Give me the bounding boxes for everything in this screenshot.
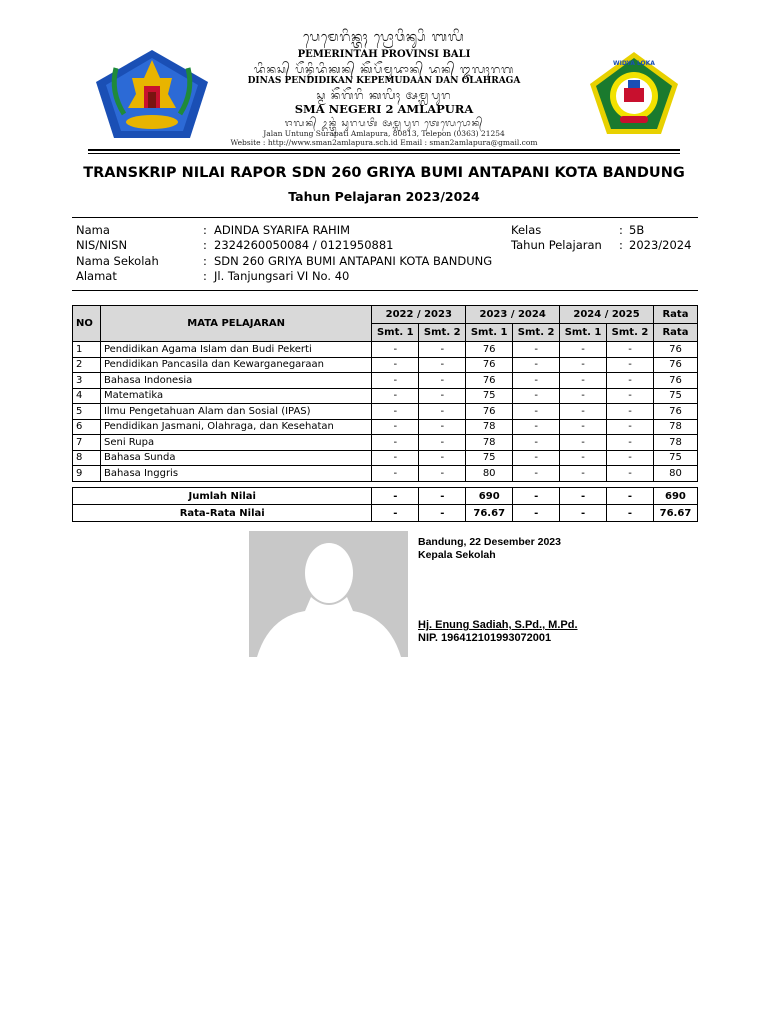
grade-cell: -	[419, 450, 466, 466]
row-number: 7	[73, 435, 101, 451]
table-row	[73, 450, 698, 466]
table-row	[73, 404, 698, 420]
grade-cell: -	[372, 466, 419, 482]
grade-cell: -	[560, 342, 607, 358]
school-value: SDN 260 GRIYA BUMI ANTAPANI KOTA BANDUNG	[214, 254, 493, 268]
balinese-script-line-2: ᬤᬶᬦᬲ᭄ ᬧᭂᬦ᭄ᬤᬶᬤᬶᬓᬦ᭄ ᬓᭂᬧᭂᬫᬸᬤᬵᬦ᭄ ᬤᬦ᭄ ᬑᬮᬄᬭᬕ	[253, 63, 515, 76]
total-cell: -	[419, 488, 466, 505]
grade-cell: -	[372, 404, 419, 420]
grade-cell: 80	[466, 466, 513, 482]
header-rata: Rata	[653, 324, 697, 342]
grade-cell: -	[372, 357, 419, 373]
average-cell: -	[560, 505, 607, 522]
label-nis: NIS/NISN	[76, 238, 128, 252]
total-cell: -	[513, 488, 560, 505]
average-row	[73, 505, 698, 522]
header-rata: Rata	[653, 306, 697, 324]
average-cell: -	[372, 505, 419, 522]
grade-cell: -	[419, 342, 466, 358]
row-number: 6	[73, 419, 101, 435]
header-sem: Smt. 2	[419, 324, 466, 342]
header-year: 2024 / 2025	[560, 306, 654, 324]
total-cell: 690	[653, 488, 697, 505]
colon: :	[619, 223, 623, 237]
subject-name: Ilmu Pengetahuan Alam dan Sosial (IPAS)	[100, 404, 371, 420]
student-nis: 2324260050084 / 0121950881	[214, 238, 394, 252]
average-cell: -	[513, 505, 560, 522]
subject-name: Pendidikan Agama Islam dan Budi Pekerti	[100, 342, 371, 358]
grade-cell: -	[607, 373, 654, 389]
grade-cell: -	[607, 388, 654, 404]
average-label: Rata-Rata Nilai	[73, 505, 372, 522]
grades-table	[72, 305, 698, 482]
summary-table	[72, 487, 698, 522]
average-cell: 80	[653, 466, 697, 482]
grade-cell: -	[513, 357, 560, 373]
average-cell: -	[419, 505, 466, 522]
header-subject: MATA PELAJARAN	[100, 306, 371, 342]
grade-cell: -	[513, 450, 560, 466]
province-name: PEMERINTAH PROVINSI BALI	[297, 49, 471, 60]
grade-cell: -	[419, 404, 466, 420]
grade-cell: -	[372, 419, 419, 435]
grade-cell: -	[607, 404, 654, 420]
grade-cell: -	[513, 342, 560, 358]
student-name: ADINDA SYARIFA RAHIM	[214, 223, 351, 237]
class-value: 5B	[629, 223, 645, 237]
header-sem: Smt. 1	[466, 324, 513, 342]
year-value: 2023/2024	[629, 238, 692, 252]
label-kelas: Kelas	[511, 223, 542, 237]
grade-cell: 78	[466, 435, 513, 451]
row-number: 4	[73, 388, 101, 404]
grade-cell: -	[372, 373, 419, 389]
row-number: 5	[73, 404, 101, 420]
document-title: TRANSKRIP NILAI RAPOR SDN 260 GRIYA BUMI ANTAPANI KOTA BANDUNG	[83, 165, 685, 181]
average-cell: 76.67	[653, 505, 697, 522]
grade-cell: -	[607, 342, 654, 358]
balinese-script-line-1: ᬧᬾᬫᬾᬭᬶᬦ᭄ᬢᬄ ᬧ᭄ᬭᭀᬯᬶᬦ᭄ᬲᬶ ᬩᬮᬶ	[303, 30, 465, 45]
school-website: Website : http://www.sman2amlapura.sch.id Email : sman2amlapura@gmail.com	[230, 138, 538, 147]
grade-cell: -	[419, 435, 466, 451]
grade-cell: -	[607, 435, 654, 451]
balinese-script-line-3: ᬲ᭄ᬫ ᬦᭂᬕᭂᬭᬶ ᬓᬮᬶᬄ ᬅᬫ᭄ᬮᬧᬸᬭ	[316, 89, 452, 102]
table-row	[73, 357, 698, 373]
average-cell: 78	[653, 435, 697, 451]
grade-cell: -	[513, 404, 560, 420]
grade-cell: -	[607, 419, 654, 435]
grade-cell: -	[607, 466, 654, 482]
grade-cell: -	[419, 419, 466, 435]
total-row	[73, 488, 698, 505]
grade-cell: -	[513, 373, 560, 389]
colon: :	[203, 269, 207, 283]
row-number: 3	[73, 373, 101, 389]
label-alamat: Alamat	[76, 269, 117, 283]
grade-cell: -	[513, 466, 560, 482]
grade-cell: -	[372, 388, 419, 404]
grade-cell: -	[560, 435, 607, 451]
signature-name: Hj. Enung Sadiah, S.Pd., M.Pd.	[418, 619, 578, 631]
grade-cell: -	[419, 388, 466, 404]
header-year: 2023 / 2024	[466, 306, 560, 324]
colon: :	[203, 254, 207, 268]
table-row	[73, 466, 698, 482]
letterhead-rule-thick	[88, 149, 680, 151]
grade-cell: -	[513, 435, 560, 451]
grade-cell: -	[419, 357, 466, 373]
balinese-script-line-4: ᬚᬮᬦ᭄ ᬉᬦ᭄ᬢᬸᬂ ᬲᬸᬭᬧᬢᬶ ᬅᬫ᭄ᬮᬧᬸᬭ ᬢᬾᬮᬾᬧᭀᬦ᭄	[284, 119, 484, 129]
row-number: 1	[73, 342, 101, 358]
average-cell: 75	[653, 450, 697, 466]
header-year: 2022 / 2023	[372, 306, 466, 324]
identity-top-rule	[72, 217, 698, 218]
table-row	[73, 373, 698, 389]
student-photo-placeholder	[249, 531, 408, 657]
grade-cell: -	[560, 450, 607, 466]
grade-cell: 76	[466, 342, 513, 358]
address-value: Jl. Tanjungsari VI No. 40	[214, 269, 350, 283]
average-cell: -	[607, 505, 654, 522]
grade-cell: -	[372, 450, 419, 466]
subject-name: Bahasa Sunda	[100, 450, 371, 466]
document-subtitle: Tahun Pelajaran 2023/2024	[288, 189, 480, 204]
grade-cell: 76	[466, 357, 513, 373]
person-silhouette-icon	[249, 531, 408, 657]
average-cell: 75	[653, 388, 697, 404]
total-cell: -	[560, 488, 607, 505]
label-sekolah: Nama Sekolah	[76, 254, 159, 268]
label-tahun: Tahun Pelajaran	[511, 238, 602, 252]
grade-cell: -	[419, 373, 466, 389]
grade-cell: -	[560, 388, 607, 404]
school-logo-text: WIDYA LOKA	[613, 60, 655, 67]
subject-name: Seni Rupa	[100, 435, 371, 451]
row-number: 8	[73, 450, 101, 466]
row-number: 2	[73, 357, 101, 373]
table-row	[73, 435, 698, 451]
average-cell: 76	[653, 357, 697, 373]
table-row	[73, 342, 698, 358]
signature-place-date: Bandung, 22 Desember 2023	[418, 536, 561, 548]
total-cell: -	[607, 488, 654, 505]
colon: :	[619, 238, 623, 252]
colon: :	[203, 223, 207, 237]
average-cell: 76	[653, 342, 697, 358]
total-label: Jumlah Nilai	[73, 488, 372, 505]
average-cell: 76	[653, 404, 697, 420]
colon: :	[203, 238, 207, 252]
grade-cell: 75	[466, 450, 513, 466]
school-name: SMA NEGERI 2 AMLAPURA	[294, 102, 474, 116]
header-sem: Smt. 2	[513, 324, 560, 342]
subject-name: Pendidikan Jasmani, Olahraga, dan Kesehatan	[100, 419, 371, 435]
grade-cell: -	[513, 388, 560, 404]
signature-nip: NIP. 196412101993072001	[418, 632, 552, 644]
grade-cell: -	[513, 419, 560, 435]
table-row	[73, 419, 698, 435]
grade-rows	[73, 342, 698, 482]
grade-cell: -	[560, 373, 607, 389]
grade-cell: -	[372, 342, 419, 358]
header-sem: Smt. 2	[607, 324, 654, 342]
grade-cell: 76	[466, 373, 513, 389]
table-row	[73, 388, 698, 404]
grade-cell: -	[372, 435, 419, 451]
average-cell: 78	[653, 419, 697, 435]
header-no: NO	[73, 306, 101, 342]
average-cell: 76.67	[466, 505, 513, 522]
agency-name: DINAS PENDIDIKAN KEPEMUDAAN DAN OLAHRAGA	[247, 76, 521, 86]
subject-name: Bahasa Inggris	[100, 466, 371, 482]
grade-cell: 76	[466, 404, 513, 420]
grade-cell: 78	[466, 419, 513, 435]
school-address: Jalan Untung Surapati Amlapura, 80813, Telepon (0363) 21254	[263, 129, 505, 138]
total-cell: 690	[466, 488, 513, 505]
identity-bottom-rule	[72, 290, 698, 291]
subject-name: Matematika	[100, 388, 371, 404]
grade-cell: -	[560, 466, 607, 482]
header-sem: Smt. 1	[560, 324, 607, 342]
grade-cell: -	[607, 450, 654, 466]
grade-cell: -	[560, 419, 607, 435]
subject-name: Pendidikan Pancasila dan Kewarganegaraan	[100, 357, 371, 373]
total-cell: -	[372, 488, 419, 505]
header-sem: Smt. 1	[372, 324, 419, 342]
table-header-row	[73, 306, 698, 324]
grade-cell: -	[560, 357, 607, 373]
subject-name: Bahasa Indonesia	[100, 373, 371, 389]
average-cell: 76	[653, 373, 697, 389]
grade-cell: -	[419, 466, 466, 482]
signature-position: Kepala Sekolah	[418, 549, 496, 561]
grade-cell: -	[607, 357, 654, 373]
label-nama: Nama	[76, 223, 110, 237]
grade-cell: -	[560, 404, 607, 420]
grade-cell: 75	[466, 388, 513, 404]
row-number: 9	[73, 466, 101, 482]
letterhead-rule-thin	[88, 153, 680, 154]
